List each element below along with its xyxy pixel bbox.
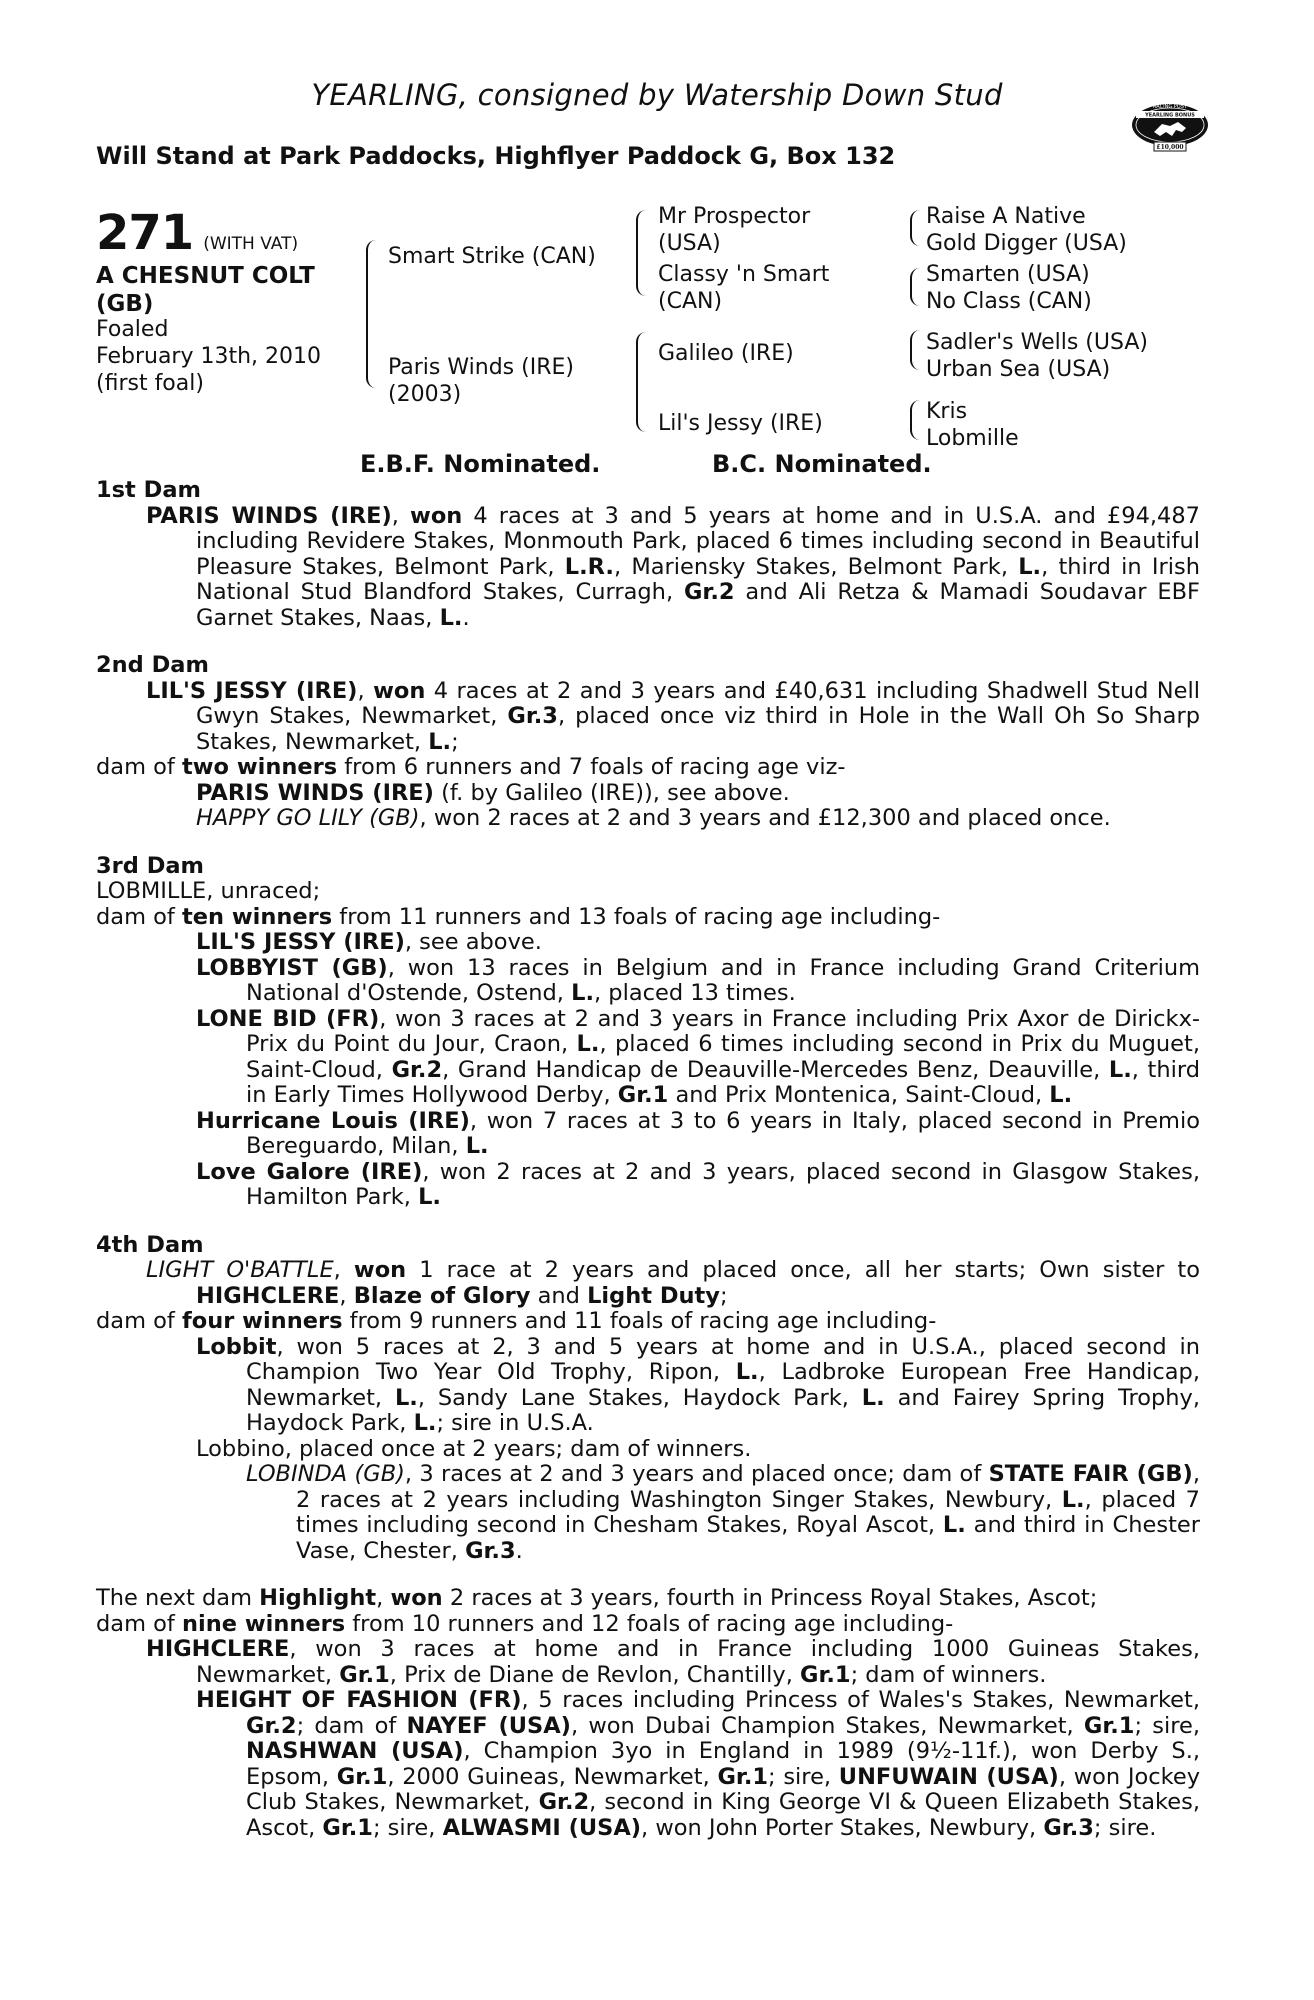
pedigree-notes <box>96 478 1200 1863</box>
svg-text:£10,000: £10,000 <box>1156 144 1184 151</box>
pedigree-sire-sire: Mr Prospector (USA) <box>658 204 811 256</box>
produce-entry: LONE BID (FR), won 3 races at 2 and 3 years in France including Prix Axor de Dirickx-Prix du Point du Jour, Craon, L., placed 6 times including second in Prix du Muguet, Saint-Cloud, Gr.2, Grand Handicap de Deauville-Mercedes Benz, Deauville, L., third in Early Times Hollywood Derby, Gr.1 and Prix Montenica, Saint-Cloud, L. <box>196 1005 1200 1108</box>
ebf-nominated: E.B.F. Nominated. <box>360 450 601 478</box>
bc-nominated: B.C. Nominated. <box>712 450 932 478</box>
pedigree-brace-gen1 <box>366 240 376 388</box>
produce-entry: Lobbit, won 5 races at 2, 3 and 5 years at home and in U.S.A., placed second in Champion Two Year Old Trophy, Ripon, L., Ladbroke European Free Handicap, Newmarket, L., Sandy Lane Stakes, Haydock Park, L. and Fairey Spring Trophy, Haydock Park, L.; sire in U.S.A. <box>196 1333 1200 1436</box>
pedigree-gen3-ss: Raise A Native Gold Digger (USA) <box>926 204 1127 256</box>
foaling-info: Foaled February 13th, 2010 (first foal) <box>96 317 322 396</box>
next-dam-section <box>96 1586 1200 1841</box>
produce-entry: PARIS WINDS (IRE) (f. by Galileo (IRE)), see above. <box>196 779 790 806</box>
pedigree-dam-dam: Lil's Jessy (IRE) <box>658 411 823 436</box>
section-heading: 3rd Dam <box>96 852 204 879</box>
yearling-bonus-badge <box>1130 98 1210 154</box>
pedigree-gen3-sd: Smarten (USA) No Class (CAN) <box>926 262 1092 314</box>
lot-number: 271 <box>96 205 194 261</box>
pedigree-brace-ss <box>910 210 920 246</box>
fourth-dam-section <box>96 1233 1200 1565</box>
produce-entry: HIGHCLERE, won 3 races at home and in France including 1000 Guineas Stakes, Newmarket, Gr.1, Prix de Diane de Revlon, Chantilly, Gr.1; dam of winners. <box>146 1636 1200 1688</box>
page-title: YEARLING, consigned by Watership Down Stud <box>311 78 1003 112</box>
produce-summary: dam of two winners from 6 runners and 7 foals of racing age viz- <box>96 754 846 780</box>
stand-location: Will Stand at Park Paddocks, Highflyer Paddock G, Box 132 <box>96 142 896 170</box>
second-dam-section <box>96 653 1200 832</box>
pedigree-gen3-dd: Kris Lobmille <box>926 399 1019 451</box>
section-heading: 4th Dam <box>96 1231 204 1258</box>
produce-entry: LIL'S JESSY (IRE), see above. <box>196 929 542 955</box>
first-dam-section <box>96 478 1200 631</box>
produce-entry: HAPPY GO LILY (GB), won 2 races at 2 and 3 years and £12,300 and placed once. <box>196 805 1111 831</box>
pedigree-brace-ds <box>910 330 920 370</box>
third-dam-section <box>96 854 1200 1211</box>
pedigree-gen3-ds: Sadler's Wells (USA) Urban Sea (USA) <box>926 330 1148 382</box>
grand-produce-entry: LOBINDA (GB), 3 races at 2 and 3 years and placed once; dam of STATE FAIR (GB), 2 races at 2 years including Washington Singer Stakes, Newbury, L., placed 7 times including second in Chesham Stakes, Royal Ascot, L. and third in Chester Vase, Chester, Gr.3. <box>246 1461 1201 1564</box>
dam-entry: LOBMILLE, unraced; <box>96 878 321 904</box>
pedigree-brace-sire <box>636 210 646 296</box>
produce-entry: Lobbino, placed once at 2 years; dam of winners. <box>196 1435 752 1462</box>
dam-entry: LIGHT O'BATTLE, won 1 race at 2 years and placed once, all her starts; Own sister to HIGHCLERE, Blaze of Glory and Light Duty; <box>146 1257 1200 1309</box>
section-heading: 1st Dam <box>96 477 201 503</box>
produce-summary: dam of nine winners from 10 runners and 12 foals of racing age including- <box>96 1610 954 1637</box>
lot-description: A CHESNUT COLT (GB) <box>96 263 315 317</box>
produce-summary: dam of four winners from 9 runners and 11 foals of racing age including- <box>96 1308 937 1334</box>
dam-entry: LIL'S JESSY (IRE), won 4 races at 2 and 3 years and £40,631 including Shadwell Stud Nell Gwyn Stakes, Newmarket, Gr.3, placed once viz third in Hole in the Wall Oh So Sharp Stakes, Newmarket, L.; <box>146 677 1200 755</box>
pedigree-brace-sd <box>910 268 920 306</box>
section-heading: 2nd Dam <box>96 652 209 678</box>
svg-text:YEARLING BONUS: YEARLING BONUS <box>1145 112 1195 119</box>
pedigree-sire: Smart Strike (CAN) <box>388 244 596 269</box>
produce-entry: Hurricane Louis (IRE), won 7 races at 3 to 6 years in Italy, placed second in Premio Bereguardo, Milan, L. <box>196 1107 1200 1159</box>
produce-entry: LOBBYIST (GB), won 13 races in Belgium and in France including Grand Criterium National d'Ostende, Ostend, L., placed 13 times. <box>196 954 1201 1006</box>
dam-entry: The next dam Highlight, won 2 races at 3 years, fourth in Princess Royal Stakes, Ascot; <box>96 1585 1098 1611</box>
pedigree-brace-dam <box>636 332 646 432</box>
pedigree-brace-dd <box>910 400 920 440</box>
dam-entry: PARIS WINDS (IRE), won 4 races at 3 and 5 years at home and in U.S.A. and £94,487 including Revidere Stakes, Monmouth Park, placed 6 times including second in Beautiful Pleasure Stakes, Belmont Park, L.R., Mariensky Stakes, Belmont Park, L., third in Irish National Stud Blandford Stakes, Curragh, Gr.2 and Ali Retza & Mamadi Soudavar EBF Garnet Stakes, Naas, L.. <box>146 502 1200 631</box>
pedigree-dam-sire: Galileo (IRE) <box>658 341 794 366</box>
vat-note: (WITH VAT) <box>203 234 299 254</box>
svg-text:RACING POST: RACING POST <box>1153 104 1187 110</box>
produce-summary: dam of ten winners from 11 runners and 13 foals of racing age including- <box>96 903 941 930</box>
pedigree-dam: Paris Winds (IRE) (2003) <box>388 355 574 407</box>
produce-entry: Love Galore (IRE), won 2 races at 2 and 3 years, placed second in Glasgow Stakes, Hamilton Park, L. <box>196 1158 1201 1210</box>
pedigree-sire-dam: Classy 'n Smart (CAN) <box>658 262 830 314</box>
grand-produce-entry: HEIGHT OF FASHION (FR), 5 races including Princess of Wales's Stakes, Newmarket, Gr.2; dam of NAYEF (USA), won Dubai Champion Stakes, Newmarket, Gr.1; sire, NASHWAN (USA), Champion 3yo in England in 1989 (9½-11f.), won Derby S., Epsom, Gr.1, 2000 Guineas, Newmarket, Gr.1; sire, UNFUWAIN (USA), won Jockey Club Stakes, Newmarket, Gr.2, second in King George VI & Queen Elizabeth Stakes, Ascot, Gr.1; sire, ALWASMI (USA), won John Porter Stakes, Newbury, Gr.3; sire. <box>196 1687 1201 1841</box>
lot-header <box>96 205 298 261</box>
